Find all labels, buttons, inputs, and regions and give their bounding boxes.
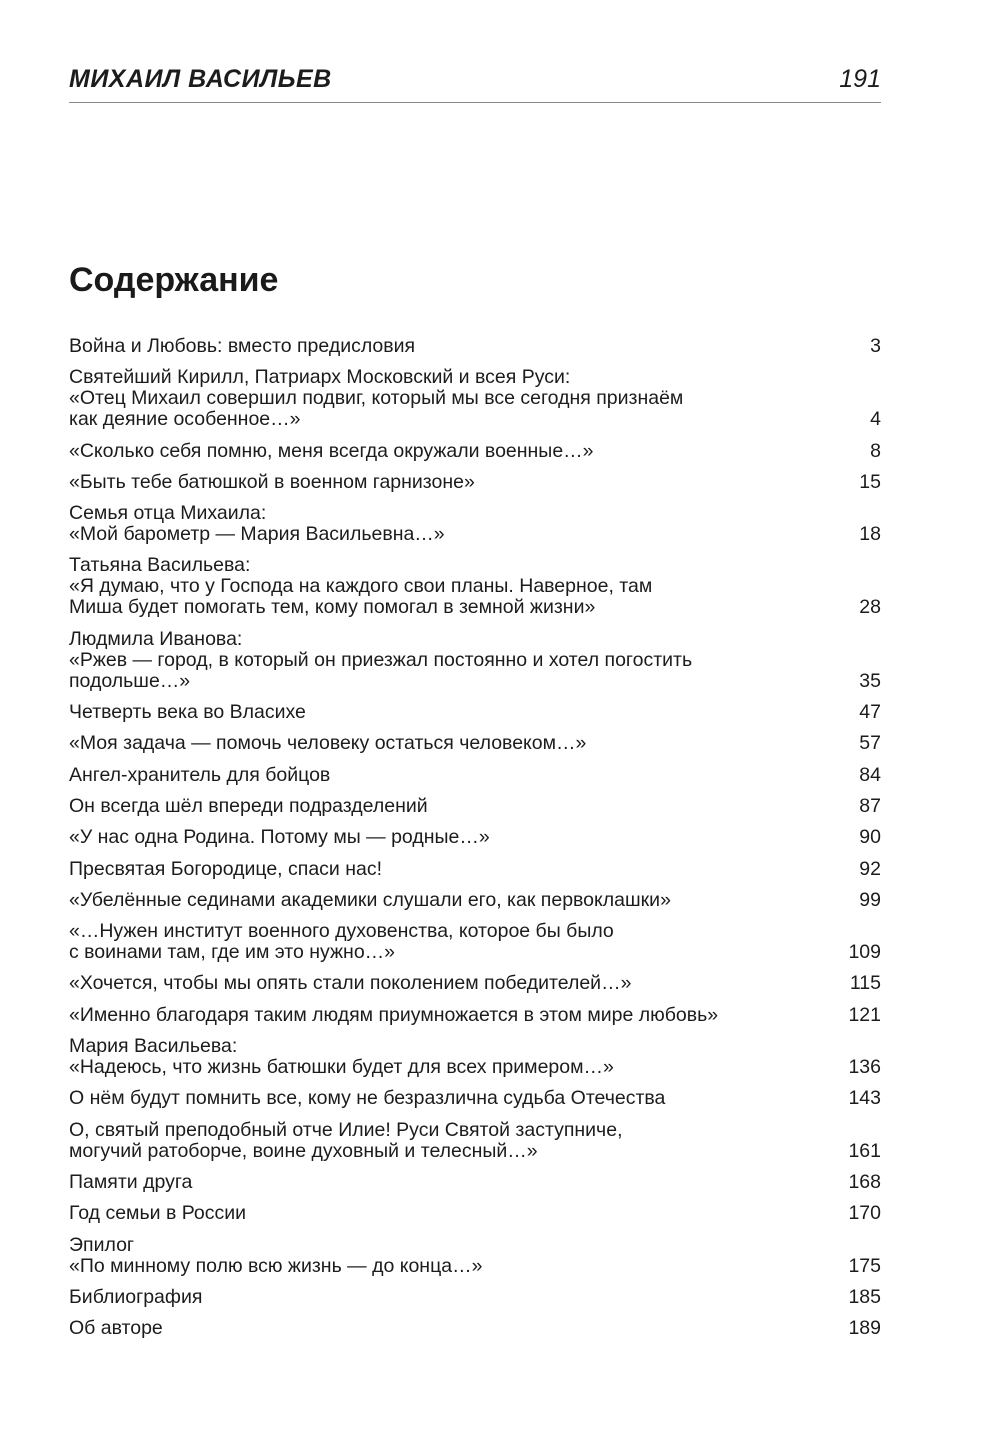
toc-entry-title-line: «Быть тебе батюшкой в военном гарнизоне» xyxy=(69,470,475,493)
toc-entry-page-number: 15 xyxy=(859,470,881,493)
toc-entry-page-number: 87 xyxy=(859,794,881,817)
toc-entry-title-line: Пресвятая Богородице, спаси нас! xyxy=(69,857,383,880)
toc-entry-page-number: 90 xyxy=(859,826,881,849)
toc-entry-page-number: 99 xyxy=(859,888,881,911)
toc-entry-title-line: Святейший Кирилл, Патриарх Московский и всея Руси: xyxy=(69,366,571,389)
toc-entry xyxy=(69,733,881,754)
toc-entry xyxy=(69,890,881,911)
toc-entry xyxy=(69,973,881,994)
toc-entry-title xyxy=(69,765,859,786)
toc-entry-title xyxy=(69,336,870,357)
toc-entry-page-number: 18 xyxy=(859,523,881,546)
toc-title: Содержание xyxy=(69,261,279,299)
toc-entry-title xyxy=(69,1235,848,1277)
toc-entry xyxy=(69,1088,881,1109)
toc-entry-title-line: «…Нужен институт военного духовенства, которое бы было xyxy=(69,920,614,943)
toc-entry-page-number: 28 xyxy=(859,596,881,619)
toc-entry xyxy=(69,1036,881,1078)
toc-entry-title-line: «Именно благодаря таким людям приумножается в этом мире любовь» xyxy=(69,1003,719,1026)
toc-entry-title-line: «Надеюсь, что жизнь батюшки будет для всех примером…» xyxy=(69,1056,614,1079)
toc-entry-title-line: О, святый преподобный отче Илие! Руси Святой заступниче, xyxy=(69,1118,623,1141)
toc-entry-title-line: «У нас одна Родина. Потому мы — родные…» xyxy=(69,826,490,849)
toc-entry-title-line: «Я думаю, что у Господа на каждого свои планы. Наверное, там xyxy=(69,575,653,598)
toc-entry-title xyxy=(69,1088,848,1109)
toc-entry-page-number: 92 xyxy=(859,857,881,880)
toc-entry-title xyxy=(69,921,848,963)
toc-entry-title xyxy=(69,796,859,817)
toc-entry-title xyxy=(69,702,859,723)
toc-entry-title xyxy=(69,555,859,618)
toc-entry-title-line: «Мой барометр — Мария Васильевна…» xyxy=(69,523,445,546)
toc-entry xyxy=(69,555,881,618)
toc-entry-title-line: Четверть века во Власихе xyxy=(69,701,306,724)
toc-entry-title-line: «Ржев — город, в который он приезжал постоянно и хотел погостить xyxy=(69,648,693,671)
toc-entry xyxy=(69,796,881,817)
toc-entry-title-line: «Сколько себя помню, меня всегда окружали военные…» xyxy=(69,439,594,462)
toc-entry-page-number: 35 xyxy=(859,669,881,692)
toc-entry-title-line: Татьяна Васильева: xyxy=(69,554,251,577)
running-header-author: МИХАИЛ ВАСИЛЬЕВ xyxy=(69,65,332,93)
toc-entry xyxy=(69,367,881,430)
toc-entry-page-number: 143 xyxy=(848,1087,881,1110)
toc-entry xyxy=(69,1318,881,1339)
toc-entry-title-line: с воинами там, где им это нужно…» xyxy=(69,941,396,964)
toc-entry-title xyxy=(69,441,870,462)
toc-entry-title xyxy=(69,472,859,493)
toc-entry-title xyxy=(69,973,850,994)
toc-entry-title xyxy=(69,1005,848,1026)
toc-entry-page-number: 47 xyxy=(859,701,881,724)
toc-entry xyxy=(69,629,881,692)
toc-entry-title xyxy=(69,367,870,430)
toc-entry-title-line: Семья отца Михаила: xyxy=(69,502,267,525)
toc-entry-page-number: 168 xyxy=(848,1170,881,1193)
toc-entry-title-line: «Хочется, чтобы мы опять стали поколением победителей…» xyxy=(69,972,632,995)
toc-entry-page-number: 3 xyxy=(870,335,881,357)
toc-entry-page-number: 4 xyxy=(870,408,881,431)
toc-entry xyxy=(69,1172,881,1193)
toc-entry-title-line: как деяние особенное…» xyxy=(69,408,301,431)
toc-entry-title-line: Мария Васильева: xyxy=(69,1035,238,1058)
toc-entry-page-number: 115 xyxy=(849,972,881,995)
toc-entry-title-line: могучий ратоборче, воине духовный и телесный…» xyxy=(69,1139,538,1162)
toc-entry-title-line: «Моя задача — помочь человеку остаться человеком…» xyxy=(69,732,587,755)
toc-entry-title xyxy=(69,1287,848,1308)
toc-entry-title xyxy=(69,1203,848,1224)
toc-entry xyxy=(69,441,881,462)
toc-entry-title-line: Миша будет помогать тем, кому помогал в земной жизни» xyxy=(69,596,596,619)
toc-entry-page-number: 161 xyxy=(848,1139,881,1162)
toc-entry-title-line: Эпилог xyxy=(69,1233,135,1256)
toc-entry-title-line: Памяти друга xyxy=(69,1170,193,1193)
toc-entry xyxy=(69,336,881,357)
toc-entry xyxy=(69,1120,881,1162)
toc-entry-title-line: «По минному полю всю жизнь — до конца…» xyxy=(69,1254,483,1277)
toc-list xyxy=(69,336,881,1349)
toc-entry-title xyxy=(69,859,859,880)
book-page xyxy=(69,0,881,1445)
toc-entry xyxy=(69,921,881,963)
toc-entry-title-line: Людмила Иванова: xyxy=(69,627,243,650)
toc-entry xyxy=(69,1203,881,1224)
toc-entry-page-number: 8 xyxy=(870,439,881,462)
toc-entry-page-number: 136 xyxy=(848,1056,881,1079)
toc-entry-title xyxy=(69,827,859,848)
toc-entry xyxy=(69,1005,881,1026)
toc-entry-page-number: 170 xyxy=(848,1202,881,1225)
toc-entry xyxy=(69,503,881,545)
toc-entry-title-line: Библиография xyxy=(69,1285,203,1308)
toc-entry-page-number: 57 xyxy=(859,732,881,755)
toc-entry-title xyxy=(69,1120,848,1162)
running-header-page-number: 191 xyxy=(839,65,881,93)
toc-entry xyxy=(69,1235,881,1277)
toc-entry xyxy=(69,702,881,723)
toc-entry-title-line: Об авторе xyxy=(69,1317,163,1340)
toc-entry-page-number: 175 xyxy=(848,1254,881,1277)
toc-entry-page-number: 189 xyxy=(848,1317,881,1340)
toc-entry xyxy=(69,827,881,848)
running-header xyxy=(69,62,881,103)
toc-entry-page-number: 185 xyxy=(848,1285,881,1308)
toc-entry-title xyxy=(69,1036,848,1078)
toc-entry-title-line: «Убелённые сединами академики слушали его, как первоклашки» xyxy=(69,888,671,911)
toc-entry-title-line: Ангел-хранитель для бойцов xyxy=(69,763,331,786)
toc-entry-title xyxy=(69,1318,848,1339)
toc-entry-title xyxy=(69,629,859,692)
toc-entry-title-line: Год семьи в России xyxy=(69,1202,246,1225)
toc-entry xyxy=(69,859,881,880)
toc-entry-title-line: «Отец Михаил совершил подвиг, который мы все сегодня признаём xyxy=(69,387,684,410)
toc-entry xyxy=(69,765,881,786)
toc-entry-title xyxy=(69,733,859,754)
toc-entry-title-line: Он всегда шёл впереди подразделений xyxy=(69,794,428,817)
toc-entry-page-number: 84 xyxy=(859,763,881,786)
toc-entry-title-line: О нём будут помнить все, кому не безразлична судьба Отечества xyxy=(69,1087,666,1110)
toc-entry-title xyxy=(69,1172,848,1193)
toc-entry-title xyxy=(69,890,859,911)
toc-entry-page-number: 109 xyxy=(848,941,881,964)
toc-entry-title xyxy=(69,503,859,545)
toc-entry-title-line: подольше…» xyxy=(69,669,191,692)
toc-entry-title-line: Война и Любовь: вместо предисловия xyxy=(69,335,416,357)
toc-entry xyxy=(69,1287,881,1308)
toc-entry-page-number: 121 xyxy=(848,1003,881,1026)
toc-entry xyxy=(69,472,881,493)
